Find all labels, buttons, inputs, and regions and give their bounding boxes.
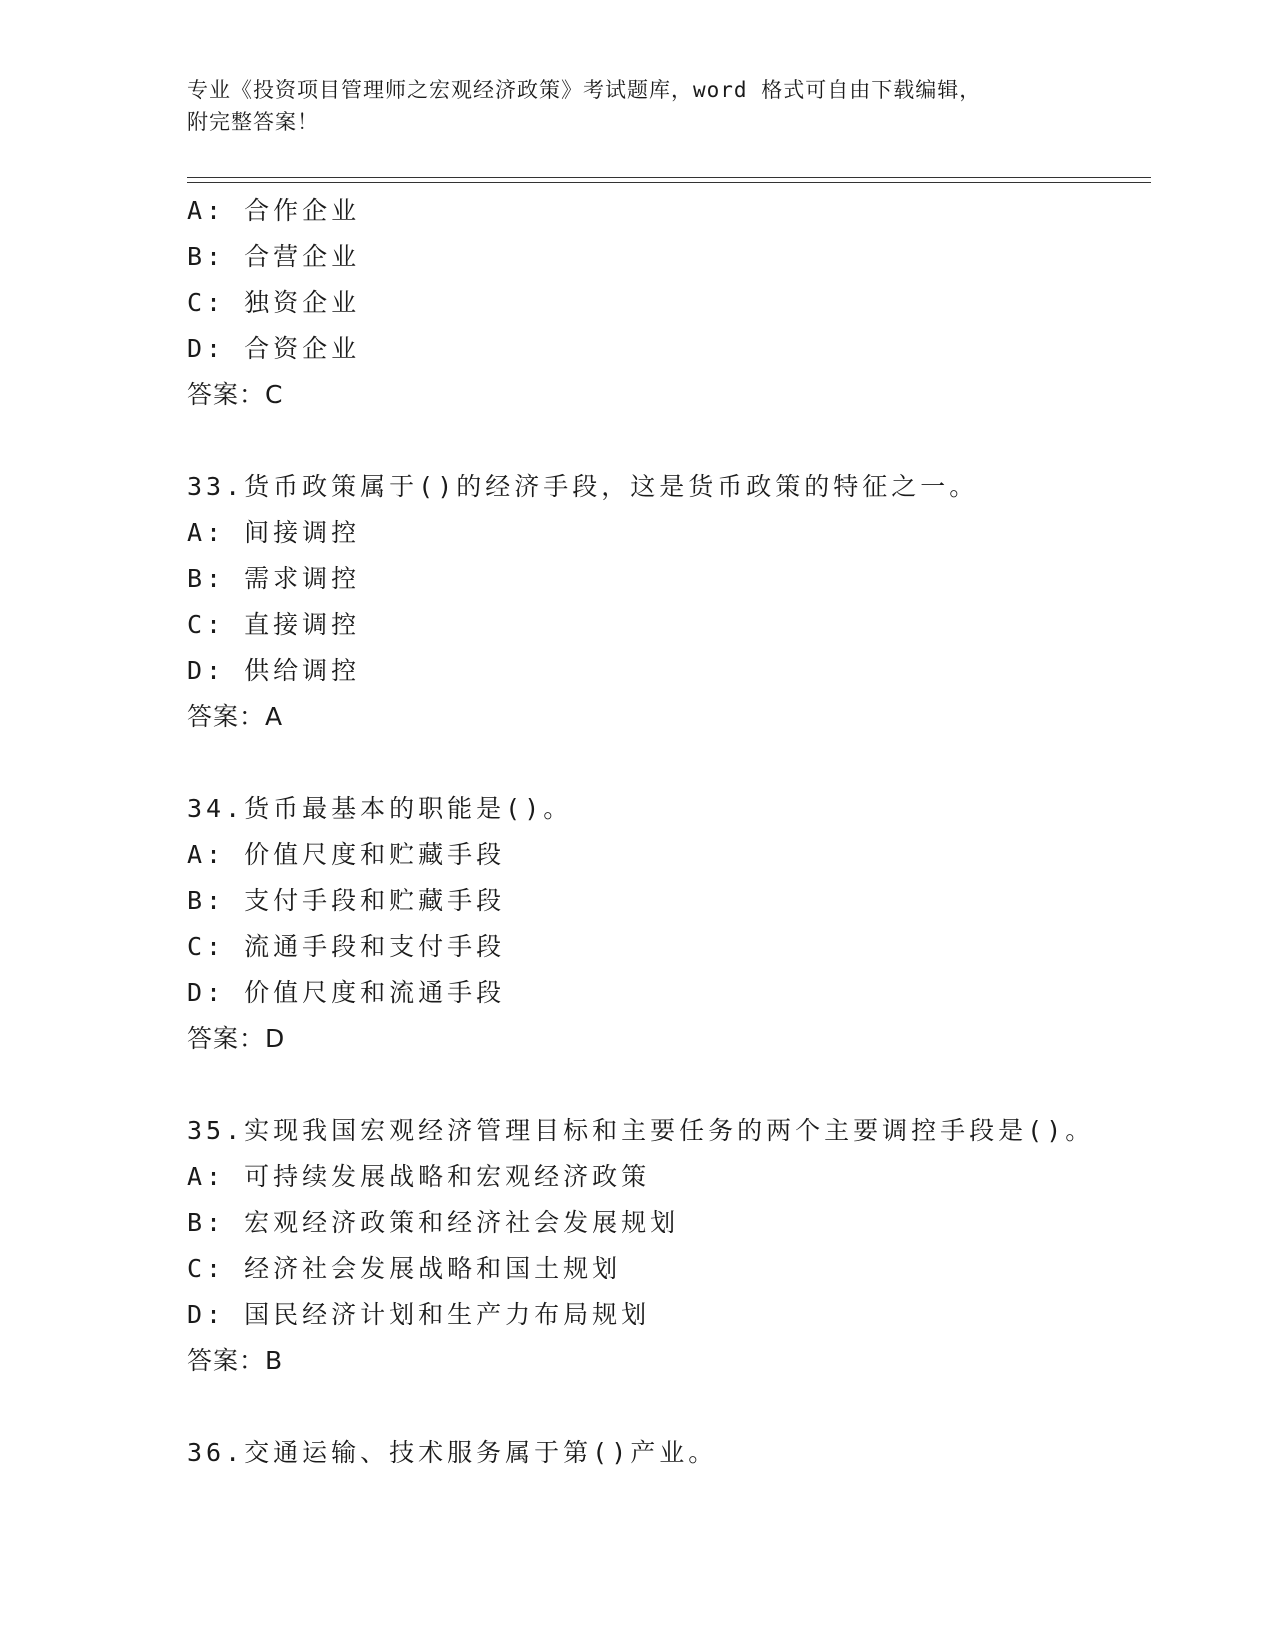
option-c: C: 流通手段和支付手段 xyxy=(187,932,506,961)
header-line-1: 专业《投资项目管理师之宏观经济政策》考试题库，word 格式可自由下载编辑， xyxy=(187,78,982,102)
option-c: C: 直接调控 xyxy=(187,610,361,639)
option-d: D: 供给调控 xyxy=(187,656,361,685)
option-c: C: 独资企业 xyxy=(187,288,361,317)
header-line-2: 附完整答案！ xyxy=(187,110,319,134)
spacer xyxy=(187,1062,1147,1108)
option-a: A: 价值尺度和贮藏手段 xyxy=(187,840,506,869)
option-d: D: 国民经济计划和生产力布局规划 xyxy=(187,1300,651,1329)
option-b: B: 需求调控 xyxy=(187,564,361,593)
option-b: B: 合营企业 xyxy=(187,242,361,271)
answer: 答案：C xyxy=(187,380,284,409)
question-34 xyxy=(187,786,1147,1062)
header-rule-bottom xyxy=(187,182,1151,183)
question-stem: 34.货币最基本的职能是()。 xyxy=(187,794,573,823)
option-c: C: 经济社会发展战略和国土规划 xyxy=(187,1254,622,1283)
option-a: A: 间接调控 xyxy=(187,518,361,547)
answer: 答案：D xyxy=(187,1024,286,1053)
spacer xyxy=(187,740,1147,786)
spacer xyxy=(187,1384,1147,1430)
option-d: D: 价值尺度和流通手段 xyxy=(187,978,506,1007)
option-a: A: 合作企业 xyxy=(187,196,361,225)
option-d: D: 合资企业 xyxy=(187,334,361,363)
option-b: B: 宏观经济政策和经济社会发展规划 xyxy=(187,1208,680,1237)
spacer xyxy=(187,418,1147,464)
answer: 答案：B xyxy=(187,1346,284,1375)
question-33 xyxy=(187,464,1147,740)
question-list xyxy=(187,188,1147,1476)
answer: 答案：A xyxy=(187,702,284,731)
question-stem: 35.实现我国宏观经济管理目标和主要任务的两个主要调控手段是()。 xyxy=(187,1116,1095,1145)
question-stem: 33.货币政策属于()的经济手段，这是货币政策的特征之一。 xyxy=(187,472,979,501)
question-35 xyxy=(187,1108,1147,1384)
question-36-stem: 36.交通运输、技术服务属于第()产业。 xyxy=(187,1438,718,1467)
option-a: A: 可持续发展战略和宏观经济政策 xyxy=(187,1162,651,1191)
header-rule-top xyxy=(187,177,1151,178)
document-header xyxy=(187,74,1067,138)
option-b: B: 支付手段和贮藏手段 xyxy=(187,886,506,915)
